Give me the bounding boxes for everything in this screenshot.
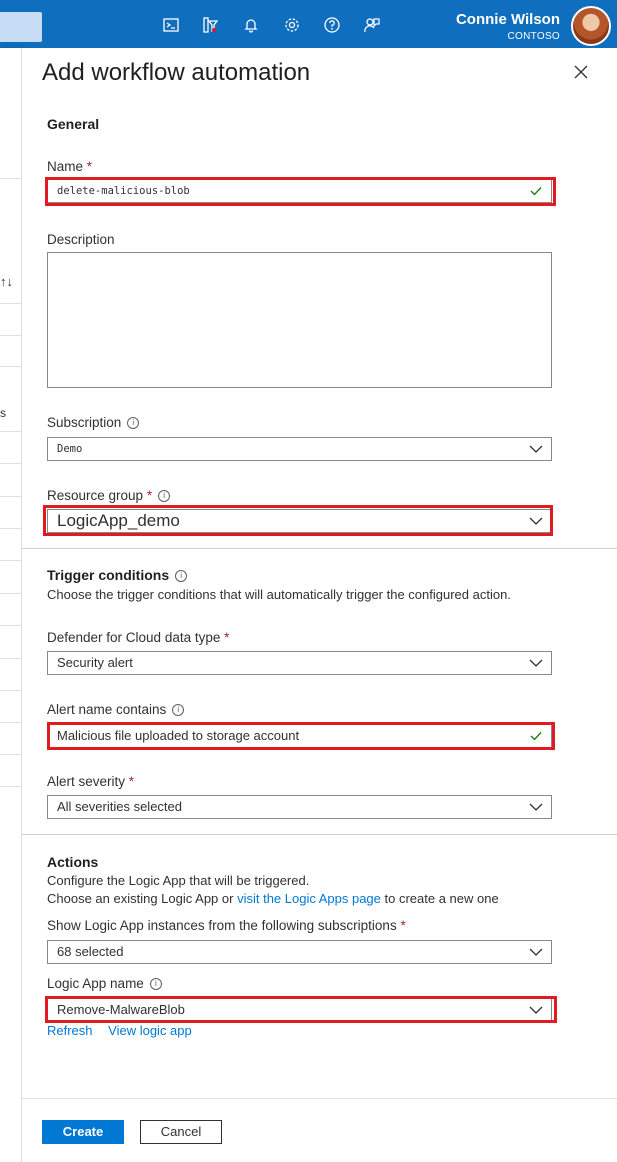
alert-name-input[interactable]: Malicious file uploaded to storage account [47,724,552,748]
info-icon[interactable]: i [158,490,170,502]
background-page [0,48,22,1162]
user-name[interactable]: Connie Wilson [455,11,560,28]
logic-app-dropdown[interactable]: Remove-MalwareBlob [47,998,552,1022]
resource-group-dropdown[interactable]: LogicApp_demo [47,509,552,533]
severity-dropdown[interactable]: All severities selected [47,795,552,819]
help-icon[interactable] [322,15,342,35]
chevron-down-icon [529,802,543,812]
info-icon[interactable]: i [150,978,162,990]
row-divider [0,625,22,626]
sort-icon[interactable]: ↑↓ [0,274,13,289]
subscriptions-dropdown[interactable]: 68 selected [47,940,552,964]
name-label: Name * [47,159,93,174]
section-divider [22,834,617,835]
close-icon[interactable] [573,64,589,80]
row-divider [0,560,22,561]
row-divider [0,335,22,336]
valid-check-icon [529,184,543,198]
info-icon[interactable]: i [172,704,184,716]
directory-filter-icon[interactable] [200,15,220,35]
row-divider [0,593,22,594]
logic-apps-page-link[interactable]: visit the Logic Apps page [237,891,381,906]
section-divider [22,548,617,549]
data-type-label: Defender for Cloud data type * [47,630,230,645]
info-icon[interactable]: i [127,417,139,429]
row-divider [0,722,22,723]
description-textarea[interactable] [47,252,552,388]
row-divider [0,786,22,787]
workflow-automation-blade [22,48,617,1162]
row-divider [0,431,22,432]
subscriptions-label: Show Logic App instances from the following subscriptions * [47,918,406,933]
row-divider [0,303,22,304]
clipped-text: s [0,406,6,420]
data-type-dropdown[interactable]: Security alert [47,651,552,675]
footer-divider [22,1098,617,1099]
info-icon[interactable]: i [175,570,187,582]
cancel-button[interactable]: Cancel [140,1120,222,1144]
top-bar [0,0,617,48]
description-label: Description [47,232,115,247]
blade-title: Add workflow automation [42,59,311,86]
row-divider [0,658,22,659]
alert-name-label: Alert name contains i [47,702,184,717]
row-divider [0,463,22,464]
row-divider [0,178,22,179]
general-heading: General [47,116,100,132]
valid-check-icon [529,729,543,743]
create-button[interactable]: Create [42,1120,124,1144]
notifications-icon[interactable] [241,15,261,35]
refresh-link[interactable]: Refresh [47,1023,93,1038]
settings-icon[interactable] [282,15,302,35]
logic-app-label: Logic App name i [47,976,162,991]
logic-app-links [47,1023,204,1038]
row-divider [0,366,22,367]
feedback-icon[interactable] [362,15,382,35]
actions-help-line1: Configure the Logic App that will be triggered. [47,873,310,888]
row-divider [0,690,22,691]
cloud-shell-icon[interactable] [161,15,181,35]
view-logic-app-link[interactable]: View logic app [108,1023,192,1038]
chevron-down-icon [529,1005,543,1015]
chevron-down-icon [529,947,543,957]
avatar[interactable] [571,6,611,46]
row-divider [0,754,22,755]
row-divider [0,496,22,497]
trigger-help-text: Choose the trigger conditions that will automatically trigger the configured action. [47,587,511,602]
search-box[interactable] [0,12,42,42]
trigger-heading: Trigger conditions i [47,567,187,583]
subscription-label: Subscription i [47,415,139,430]
user-org[interactable]: CONTOSO [507,31,560,42]
subscription-dropdown[interactable]: Demo [47,437,552,461]
actions-help-line2: Choose an existing Logic App or visit the Logic Apps page to create a new one [47,891,499,906]
name-input[interactable]: delete-malicious-blob [47,179,552,203]
row-divider [0,528,22,529]
actions-heading: Actions [47,854,99,870]
severity-label: Alert severity * [47,774,135,789]
chevron-down-icon [529,658,543,668]
chevron-down-icon [529,516,543,526]
resource-group-label: Resource group * i [47,488,170,503]
chevron-down-icon [529,444,543,454]
